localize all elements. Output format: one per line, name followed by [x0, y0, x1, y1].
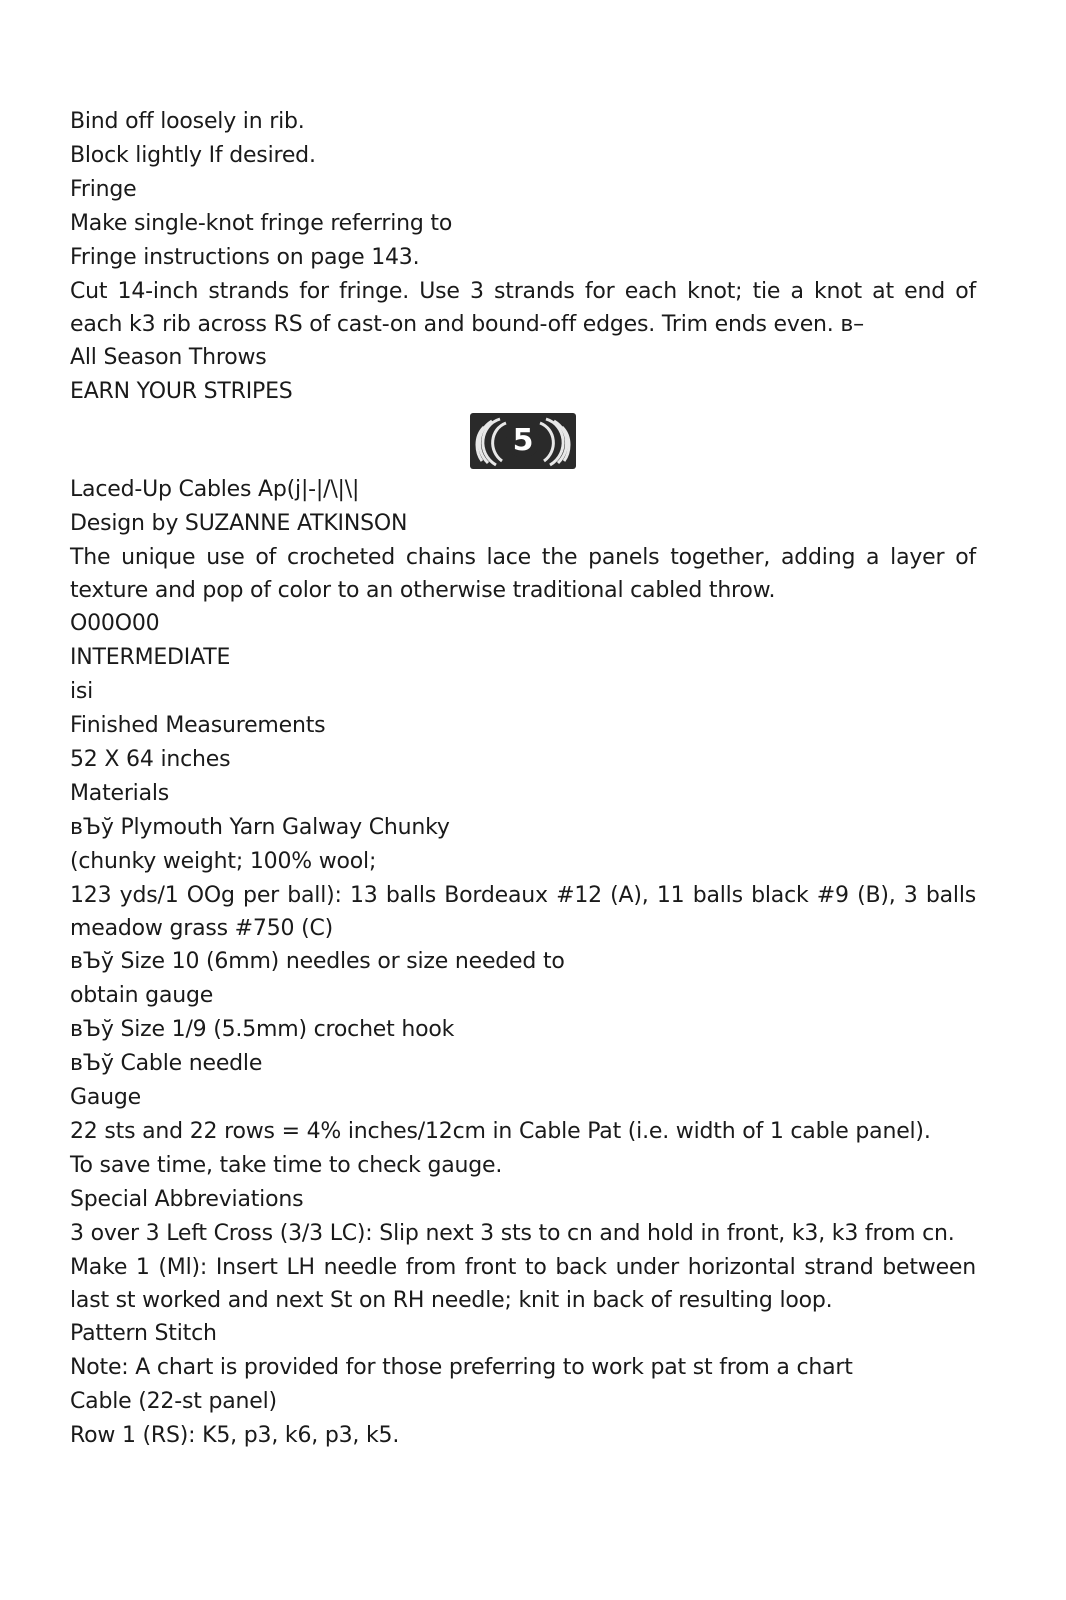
- finished-value: 52 X 64 inches: [70, 747, 231, 772]
- gauge-text: 22 sts and 22 rows = 4% inches/12cm in Cable Pat (i.e. width of 1 cable panel).: [70, 1119, 931, 1144]
- finished-heading: Finished Measurements: [70, 713, 326, 738]
- pattern-heading: Pattern Stitch: [70, 1321, 217, 1346]
- weight-number: 5: [512, 423, 534, 458]
- pattern-note: Note: A chart is provided for those preferring to work pat st from a chart: [70, 1355, 853, 1380]
- materials-item: вЪў Size 1/9 (5.5mm) crochet hook: [70, 1017, 455, 1042]
- gauge-text: To save time, take time to check gauge.: [70, 1153, 503, 1178]
- materials-item: (chunky weight; 100% wool;: [70, 849, 377, 874]
- skill-code: O00O00: [70, 611, 160, 636]
- materials-item: вЪў Cable needle: [70, 1051, 263, 1076]
- designer-credit: Design by SUZANNE ATKINSON: [70, 511, 408, 536]
- text-line: Bind off loosely in rib.: [70, 109, 305, 134]
- text-line: Block lightly If desired.: [70, 143, 316, 168]
- text-line: Fringe instructions on page 143.: [70, 245, 420, 270]
- yarn-weight-badge: [470, 413, 576, 469]
- pattern-title: Laced-Up Cables Ap(j|-|/\|\|: [70, 477, 360, 502]
- skill-level: INTERMEDIATE: [70, 645, 231, 670]
- abbrev-item: Make 1 (Ml): Insert LH needle from front to back under horizontal strand between last st worked and next St on RH needle; knit in back of resulting loop.: [70, 1255, 976, 1313]
- row-instruction: Row 1 (RS): K5, p3, k6, p3, k5.: [70, 1423, 400, 1448]
- description-paragraph: The unique use of crocheted chains lace the panels together, adding a layer of texture and pop of color to an otherwise traditional cabled throw.: [70, 545, 976, 603]
- section-title: EARN YOUR STRIPES: [70, 379, 293, 404]
- skill-extra: isi: [70, 679, 94, 704]
- materials-item: obtain gauge: [70, 983, 214, 1008]
- abbrev-item: 3 over 3 Left Cross (3/3 LC): Slip next 3 sts to cn and hold in front, k3, k3 from cn.: [70, 1221, 955, 1246]
- gauge-heading: Gauge: [70, 1085, 141, 1110]
- section-label: All Season Throws: [70, 345, 267, 370]
- heading-fringe: Fringe: [70, 177, 137, 202]
- text-line: Make single-knot fringe referring to: [70, 211, 453, 236]
- fringe-paragraph: Cut 14-inch strands for fringe. Use 3 strands for each knot; tie a knot at end of each k3 rib across RS of cast-on and bound-off edges. Trim ends even. в–: [70, 279, 976, 337]
- cable-heading: Cable (22-st panel): [70, 1389, 277, 1414]
- abbrev-heading: Special Abbreviations: [70, 1187, 304, 1212]
- materials-heading: Materials: [70, 781, 170, 806]
- document-page: [70, 105, 976, 1453]
- materials-item: вЪў Plymouth Yarn Galway Chunky: [70, 815, 450, 840]
- materials-item: 123 yds/1 OOg per ball): 13 balls Bordeaux #12 (A), 11 balls black #9 (B), 3 balls meadow grass #750 (C): [70, 883, 976, 941]
- materials-item: вЪў Size 10 (6mm) needles or size needed to: [70, 949, 565, 974]
- badge-row: [70, 413, 976, 469]
